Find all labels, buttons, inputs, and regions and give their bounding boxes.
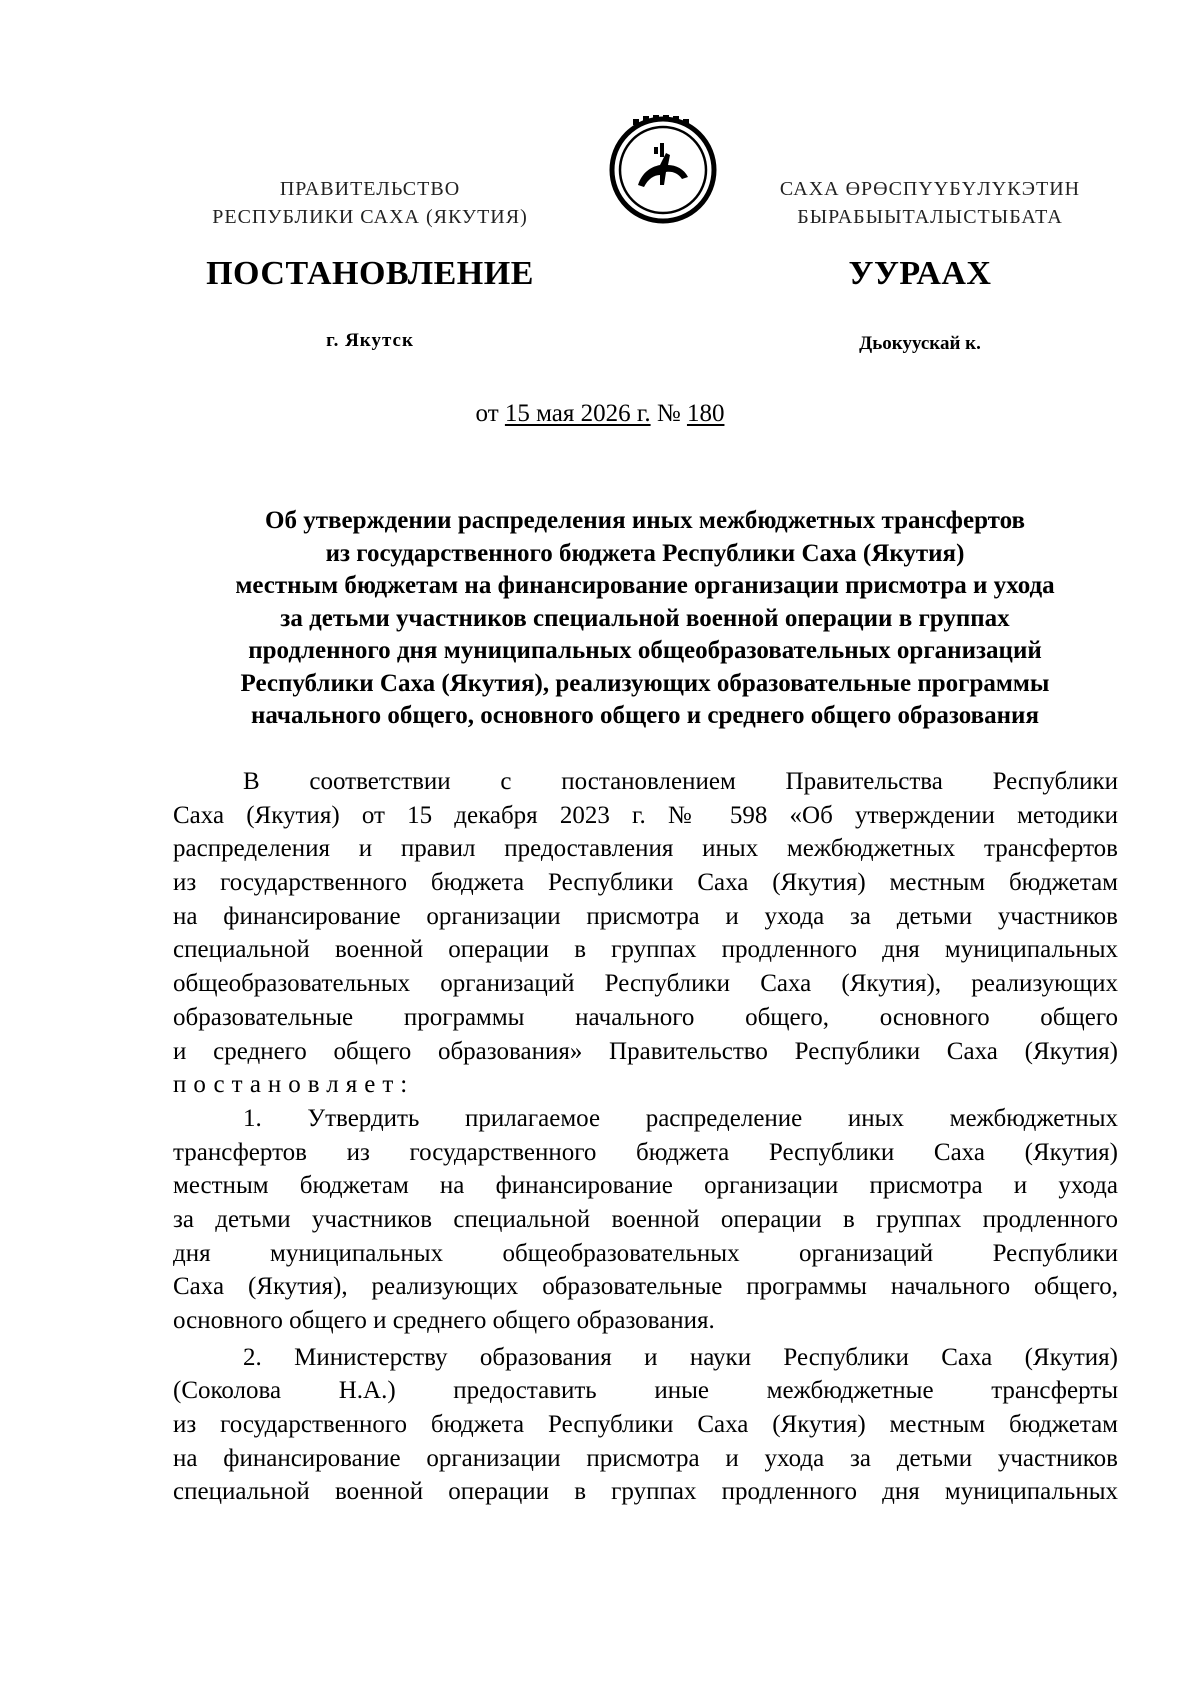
body-line: дня муниципальных общеобразовательных организаций Республики: [173, 1239, 1118, 1267]
item-2-paragraph: [173, 1341, 1118, 1509]
document-number: 180: [686, 400, 725, 427]
heading-line: за детьми участников специальной военной операции в группах: [280, 604, 1010, 632]
dateline: [0, 400, 1200, 428]
body-line: специальной военной операции в группах продленного дня муниципальных: [173, 936, 1118, 964]
right-org-line2: БЫРАБЫЫТАЛЫСТЫБАТА: [797, 206, 1063, 228]
body-line: Саха (Якутия) от 15 декабря 2023 г. № 598 «Об утверждении методики: [173, 801, 1118, 829]
document-date: 15 мая 2026 г.: [504, 400, 651, 427]
heading-line: продленного дня муниципальных общеобразовательных организаций: [248, 637, 1042, 664]
doc-type-ru: ПОСТАНОВЛЕНИЕ: [206, 255, 534, 292]
left-org-line2: РЕСПУБЛИКИ САХА (ЯКУТИЯ): [212, 206, 528, 228]
doc-type-sakha: УУРААХ: [848, 255, 992, 292]
city-ru: г. Якутск: [326, 330, 414, 351]
body-line: распределения и правил предоставления иных межбюджетных трансфертов: [173, 835, 1118, 863]
right-org-line1: САХА ӨРӨСПҮҮБҮЛҮКЭТИН: [779, 178, 1081, 200]
heading-line: Республики Саха (Якутия), реализующих образовательные программы: [240, 669, 1050, 697]
body-line: из государственного бюджета Республики Саха (Якутия) местным бюджетам: [173, 1411, 1118, 1439]
body-line: (Соколова Н.А.) предоставить иные межбюджетные трансферты: [173, 1377, 1118, 1405]
document-heading: [165, 505, 1125, 733]
heading-line: начального общего, основного общего и среднего общего образования: [251, 702, 1039, 729]
body-line: из государственного бюджета Республики Саха (Якутия) местным бюджетам: [173, 869, 1118, 897]
body-line: трансфертов из государственного бюджета Республики Саха (Якутия): [173, 1138, 1118, 1166]
item-1-paragraph: [173, 1102, 1118, 1338]
preamble-paragraph: [173, 765, 1118, 1102]
body-line: специальной военной операции в группах продленного дня муниципальных: [173, 1478, 1118, 1506]
body-line: образовательные программы начального общего, основного общего: [173, 1003, 1118, 1031]
body-line: за детьми участников специальной военной операции в группах продленного: [173, 1205, 1118, 1233]
body-line: В соответствии с постановлением Правительства Республики: [243, 768, 1118, 795]
body-line: 1. Утвердить прилагаемое распределение иных межбюджетных: [243, 1104, 1118, 1132]
body-line: местным бюджетам на финансирование организации присмотра и ухода: [173, 1172, 1118, 1200]
left-org-line1: ПРАВИТЕЛЬСТВО: [279, 178, 461, 200]
body-line: на финансирование организации присмотра и ухода за детьми участников: [173, 902, 1118, 930]
body-line: Саха (Якутия), реализующих образовательные программы начального общего,: [173, 1273, 1118, 1301]
body-line: на финансирование организации присмотра и ухода за детьми участников: [173, 1444, 1118, 1472]
left-org-header: [150, 175, 590, 231]
body-line: общеобразовательных организаций Республики Саха (Якутия), реализующих: [173, 970, 1118, 998]
body-line: 2. Министерству образования и науки Республики Саха (Якутия): [243, 1343, 1118, 1371]
body-line: и среднего общего образования» Правительство Республики Саха (Якутия): [173, 1037, 1118, 1065]
dateline-prefix: от: [475, 400, 505, 427]
heading-line: из государственного бюджета Республики Саха (Якутия): [325, 539, 965, 567]
right-org-header: [735, 175, 1125, 231]
number-prefix: №: [650, 400, 687, 427]
coat-of-arms-icon: [608, 115, 718, 225]
resolves-word: постановляет:: [173, 1071, 415, 1099]
body-line: основного общего и среднего общего образования.: [173, 1307, 715, 1334]
city-sakha: Дьокуускай к.: [859, 333, 981, 354]
document-body: [173, 765, 1118, 1509]
heading-line: Об утверждении распределения иных межбюджетных трансфертов: [265, 507, 1025, 534]
heading-line: местным бюджетам на финансирование организации присмотра и ухода: [235, 572, 1055, 599]
